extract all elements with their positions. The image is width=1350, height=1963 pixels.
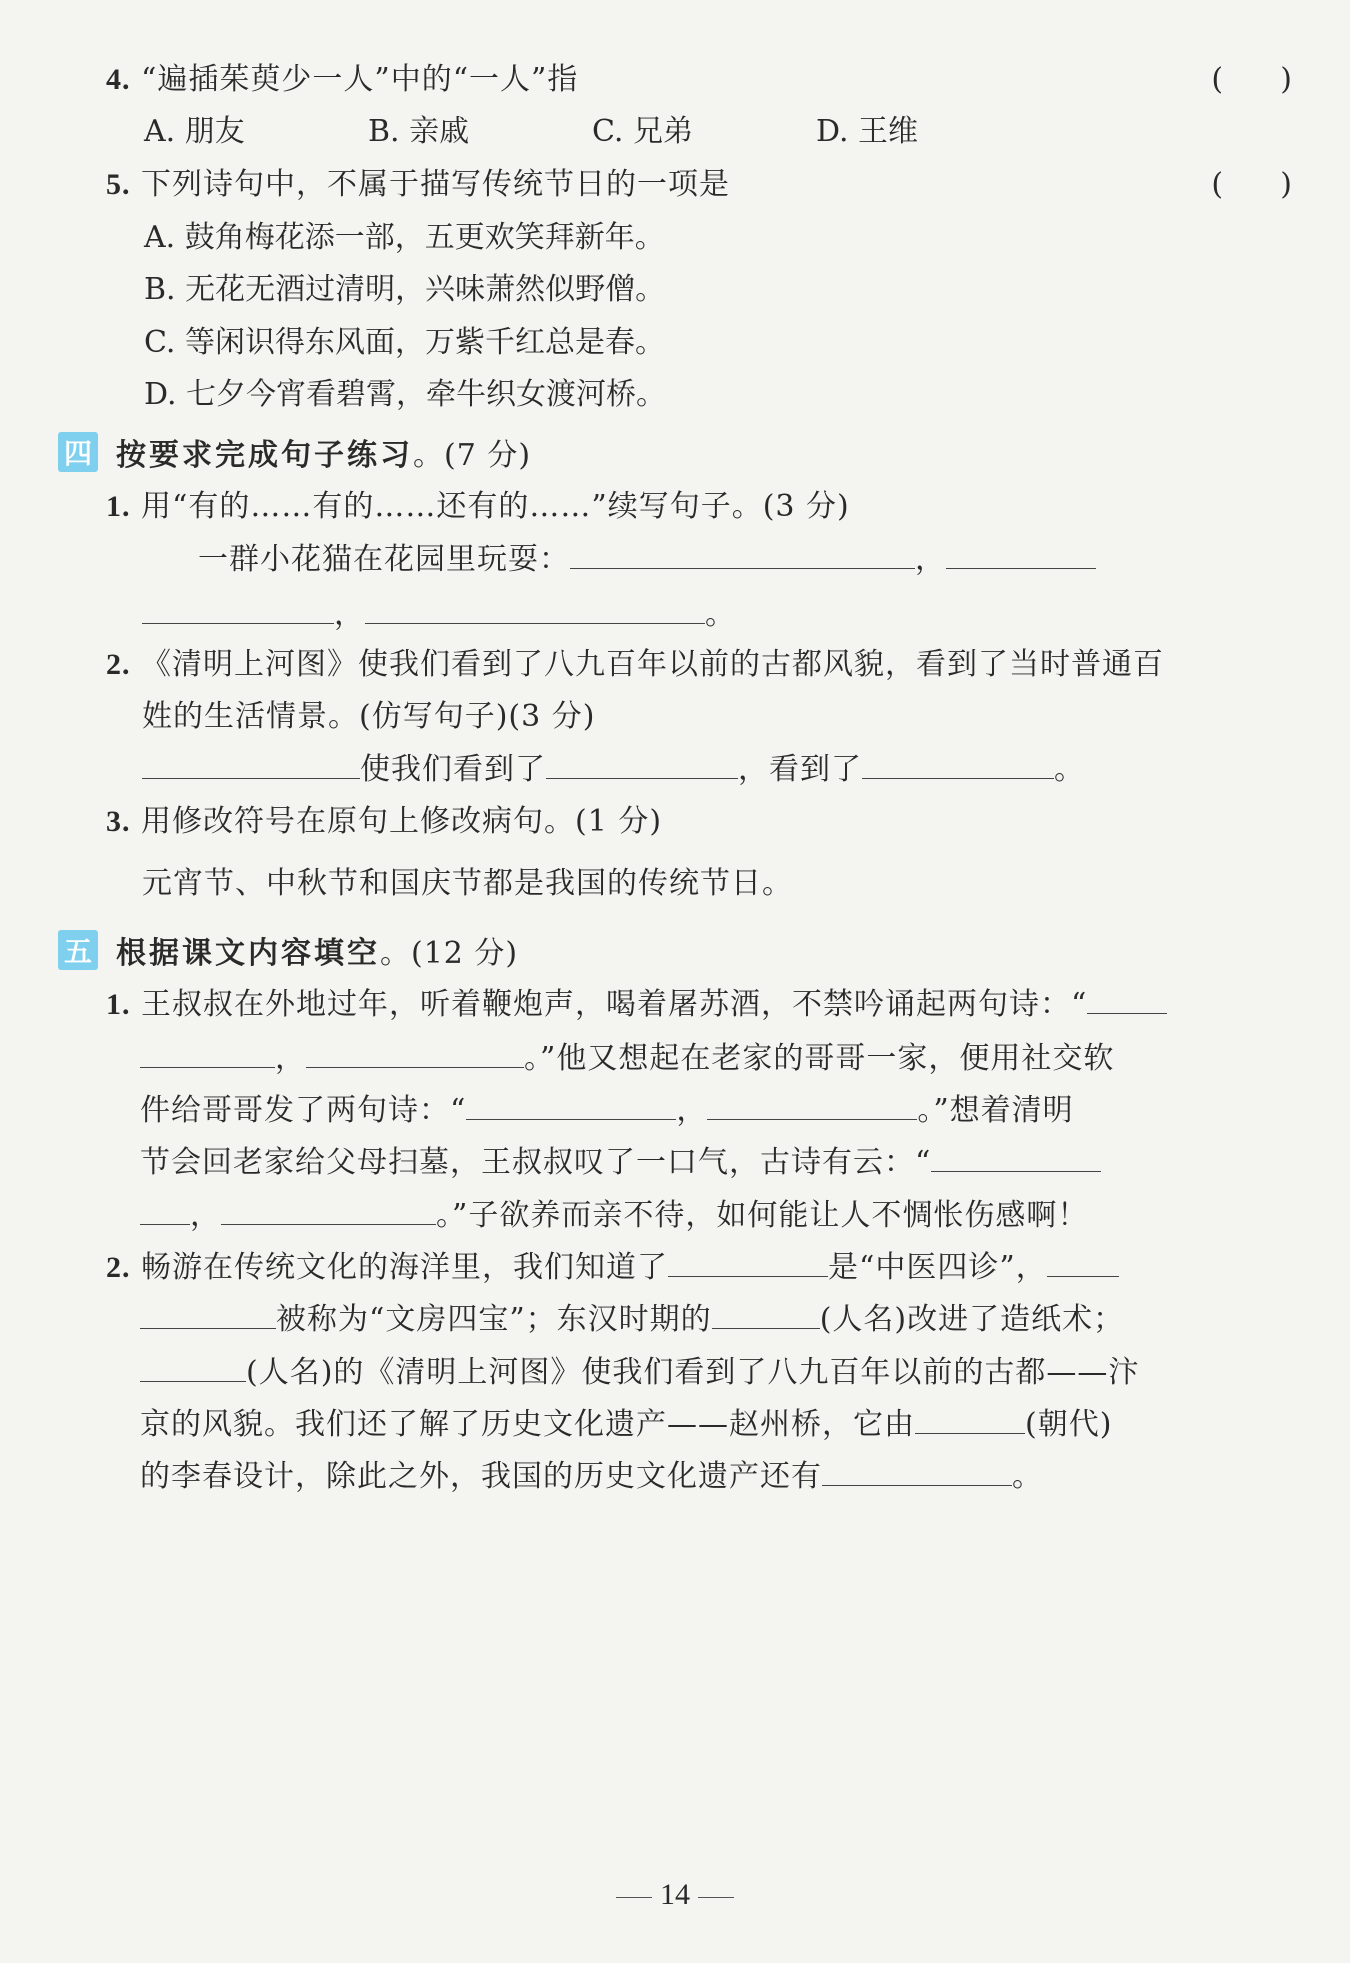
footer-dash: [698, 1897, 734, 1898]
section-badge: 四: [58, 432, 98, 472]
sentence-part: 。”他又想起在老家的哥哥一家，便用社交软: [524, 1041, 1115, 1076]
s5q1-line2: [140, 1039, 1114, 1079]
punct: 。: [705, 597, 736, 632]
answer-blank[interactable]: [140, 1196, 190, 1225]
sentence-part: 的李春设计，除此之外，我国的历史文化遗产还有: [140, 1459, 822, 1494]
answer-blank[interactable]: [142, 595, 334, 624]
question-number: 2.: [106, 1251, 131, 1284]
answer-blank[interactable]: [140, 1353, 246, 1382]
option-a: A. 朋友: [144, 114, 245, 149]
answer-blank[interactable]: [546, 750, 738, 779]
question-text: 用修改符号在原句上修改病句。(1 分): [141, 804, 663, 839]
answer-blank[interactable]: [862, 750, 1054, 779]
question-text: 用“有的……有的……还有的……”续写句子。(3 分): [141, 489, 850, 524]
sentence-part: 京的风貌。我们还了解了历史文化遗产——赵州桥，它由: [140, 1407, 915, 1442]
answer-blank[interactable]: [221, 1196, 436, 1225]
sentence-part: 。”想着清明: [917, 1093, 1074, 1128]
footer-dash: [616, 1897, 652, 1898]
answer-blank[interactable]: [140, 1300, 276, 1329]
question-5: [106, 165, 730, 205]
answer-blank[interactable]: [1087, 985, 1167, 1014]
option-d: D. 七夕今宵看碧霄，牵牛织女渡河桥。: [144, 377, 667, 412]
option-a: A. 鼓角梅花添一部，五更欢笑拜新年。: [144, 220, 665, 255]
s4q1-line1: [198, 540, 1096, 580]
s5q1-line5: [140, 1196, 1088, 1236]
answer-blank[interactable]: [931, 1143, 1101, 1172]
sentence-part: 是“中医四诊”，: [828, 1250, 1047, 1285]
punct: 。: [1012, 1459, 1043, 1494]
question-text: 王叔叔在外地过年，听着鞭炮声，喝着屠苏酒，不禁吟诵起两句诗：“: [141, 987, 1088, 1022]
s4-question-2: [106, 645, 1164, 685]
s5q2-line5: [140, 1457, 1043, 1497]
option-c: C. 兄弟: [592, 114, 693, 149]
sentence-part: (人名)的《清明上河图》使我们看到了八九百年以前的古都——汴: [246, 1355, 1140, 1390]
answer-blank[interactable]: [466, 1091, 676, 1120]
answer-blank[interactable]: [946, 540, 1096, 569]
answer-blank[interactable]: [140, 1039, 275, 1068]
answer-blank[interactable]: [712, 1300, 820, 1329]
section-title-text: 按要求完成句子练习: [116, 438, 413, 473]
sentence-to-correct[interactable]: 元宵节、中秋节和国庆节都是我国的传统节日。: [142, 866, 793, 901]
prompt-text: 一群小花猫在花园里玩耍：: [198, 542, 570, 577]
answer-blank[interactable]: [822, 1457, 1012, 1486]
s4q1-line2: [142, 595, 736, 635]
answer-blank[interactable]: [365, 595, 705, 624]
punct: ，: [915, 542, 946, 577]
question-number: 4.: [106, 63, 131, 96]
question-number: 5.: [106, 168, 131, 201]
question-number: 1.: [106, 988, 131, 1021]
s5q1-line3: [140, 1091, 1074, 1131]
punct: ，: [275, 1041, 306, 1076]
sentence-part: 件给哥哥发了两句诗：“: [140, 1093, 467, 1128]
answer-blank[interactable]: [707, 1091, 917, 1120]
sentence-part: 被称为“文房四宝”；东汉时期的: [276, 1302, 712, 1337]
section-badge: 五: [58, 930, 98, 970]
question-text: 畅游在传统文化的海洋里，我们知道了: [141, 1250, 669, 1285]
answer-blank[interactable]: [306, 1039, 524, 1068]
section-score: 。(7 分): [413, 438, 532, 473]
sentence-part: (朝代): [1025, 1407, 1113, 1442]
s5q2-line4: [140, 1405, 1112, 1445]
answer-blank[interactable]: [915, 1405, 1025, 1434]
section-5-header: [58, 928, 518, 972]
s5q2-line2: [140, 1300, 1124, 1340]
page-footer: [0, 1878, 1350, 1912]
s4q2-line2: 姓的生活情景。(仿写句子)(3 分): [142, 699, 596, 734]
s5q2-line3: [140, 1353, 1139, 1393]
question-text: “遍插茱萸少一人”中的“一人”指: [141, 62, 579, 97]
answer-blank[interactable]: [668, 1248, 828, 1277]
answer-blank[interactable]: [570, 540, 915, 569]
answer-parentheses[interactable]: ( ): [1211, 167, 1292, 202]
section-title: [116, 928, 518, 972]
question-text: 下列诗句中，不属于描写传统节日的一项是: [141, 167, 731, 202]
option-b: B. 无花无酒过清明，兴味萧然似野僧。: [144, 272, 666, 307]
s5q1-line4: [140, 1143, 1101, 1183]
question-4: [106, 60, 578, 100]
question-text: 《清明上河图》使我们看到了八九百年以前的古都风貌，看到了当时普通百: [141, 647, 1165, 682]
sentence-part: 使我们看到了: [360, 752, 546, 787]
punct: ，: [676, 1093, 708, 1128]
option-b: B. 亲戚: [368, 114, 470, 149]
punct: 。: [1054, 752, 1085, 787]
section-title: [116, 430, 531, 474]
s4-question-3: [106, 802, 662, 842]
s4-question-1: [106, 487, 850, 527]
question-number: 2.: [106, 648, 131, 681]
section-score: 。(12 分): [380, 936, 519, 971]
page-number: 14: [660, 1878, 690, 1911]
option-d: D. 王维: [816, 114, 919, 149]
punct: ，: [334, 597, 365, 632]
answer-blank[interactable]: [1047, 1248, 1119, 1277]
answer-parentheses[interactable]: ( ): [1211, 62, 1292, 97]
section-title-text: 根据课文内容填空: [116, 936, 380, 971]
sentence-part: (人名)改进了造纸术；: [819, 1302, 1125, 1337]
s5-question-1: [106, 985, 1167, 1025]
sentence-part: ，看到了: [738, 752, 862, 787]
option-c: C. 等闲识得东风面，万紫千红总是春。: [144, 325, 665, 360]
punct: ，: [190, 1198, 221, 1233]
s5-question-2: [106, 1248, 1119, 1288]
question-number: 3.: [106, 805, 131, 838]
sentence-part: 节会回老家给父母扫墓，王叔叔叹了一口气，古诗有云：“: [140, 1145, 932, 1180]
s4q2-line3: [142, 750, 1085, 790]
section-4-header: [58, 430, 531, 474]
sentence-part: 。”子欲养而亲不待，如何能让人不惆怅伤感啊！: [436, 1198, 1089, 1233]
answer-blank[interactable]: [142, 750, 360, 779]
question-number: 1.: [106, 490, 131, 523]
